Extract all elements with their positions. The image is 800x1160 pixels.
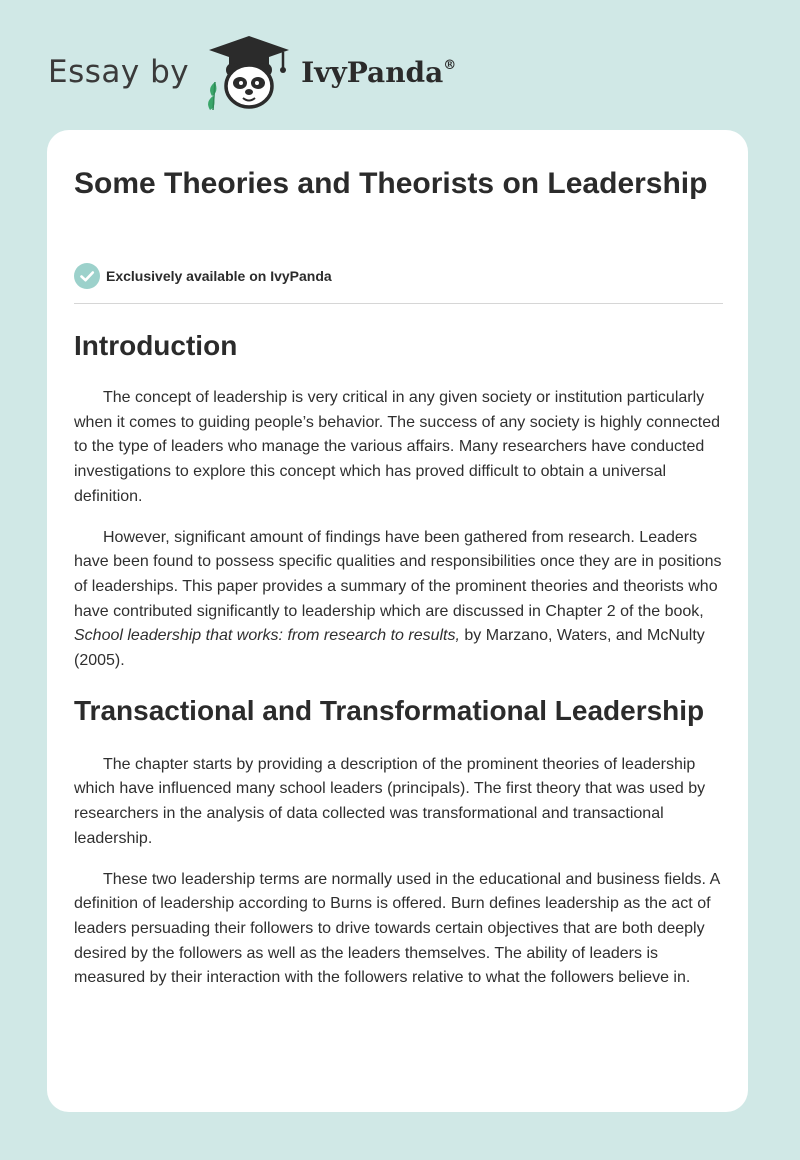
check-circle-icon — [74, 263, 100, 289]
essay-card — [47, 130, 748, 1112]
section-heading: Introduction — [74, 330, 238, 361]
brand-name: IvyPanda® — [301, 55, 457, 89]
section-heading: Transactional and Transformational Leadership — [74, 694, 705, 726]
paragraph: The concept of leadership is very critical in any given society or institution particularly when it comes to guiding people’s behavior. The success of any society is highly connected to the type of leaders who manage the various affairs. Many researchers have conducted investigations to explore this concept which has proved difficult to obtain a universal definition. — [74, 389, 721, 505]
panda-logo-icon — [203, 34, 295, 110]
brand-prefix: Essay by — [48, 54, 190, 90]
essay-body — [74, 326, 723, 1007]
title-divider — [74, 303, 723, 304]
paragraph: The chapter starts by providing a description of the prominent theories of leadership which have influenced many school leaders (principals). The first theory that was used by researchers in the analysis of data collected was transformational and transactional leadership. — [74, 755, 706, 847]
paragraph: However, significant amount of findings have been gathered from research. Leaders have been found to possess specific qualities and responsibilities once they are in positions of leaderships. This paper provides a summary of the prominent theories and theorists who have contributed significantly to leadership which are discussed in Chapter 2 of the book, School leadership that works: from research to results, by Marzano, Waters, and McNulty (2005). — [74, 528, 722, 670]
section-transactional-transformational — [74, 691, 723, 991]
exclusive-badge-text: Exclusively available on IvyPanda — [106, 268, 332, 284]
section-introduction — [74, 326, 723, 674]
site-header — [48, 34, 456, 110]
book-title: School leadership that works: from research to results, — [74, 627, 460, 645]
paragraph: These two leadership terms are normally used in the educational and business fields. A definition of leadership according to Burns is offered. Burn defines leadership as the act of leaders persuading their followers to drive towards certain objectives that are both deeply desired by the followers as well as the leaders themselves. The ability of leaders is measured by their interaction with the followers relative to what the followers believe in. — [74, 870, 720, 987]
essay-title: Some Theories and Theorists on Leadership — [74, 167, 708, 200]
ivypanda-logo-link[interactable] — [203, 34, 456, 110]
exclusive-badge — [74, 263, 332, 289]
